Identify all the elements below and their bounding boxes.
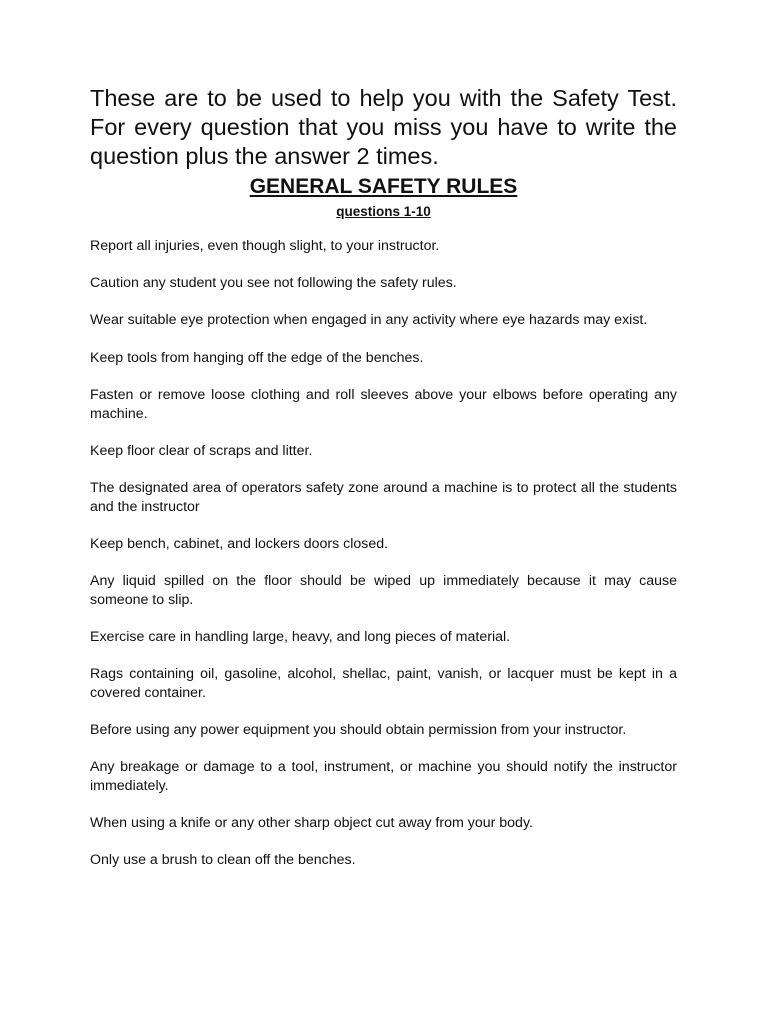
rule-item: Only use a brush to clean off the benches. xyxy=(90,852,356,869)
rule-item: When using a knife or any other sharp object cut away from your body. xyxy=(90,815,533,832)
rule-item: Keep floor clear of scraps and litter. xyxy=(90,442,313,459)
rule-item: Any liquid spilled on the floor should be wiped up immediately because it may cause someone to slip. xyxy=(90,573,677,608)
rule-item: Exercise care in handling large, heavy, and long pieces of material. xyxy=(90,628,511,645)
rule-item: Fasten or remove loose clothing and roll sleeves above your elbows before operating any machine. xyxy=(90,386,677,422)
rule-item: Caution any student you see not following the safety rules. xyxy=(90,275,457,292)
rules-list xyxy=(90,237,677,870)
page-subtitle: questions 1-10 xyxy=(336,204,431,219)
rule-item: Rags containing oil, gasoline, alcohol, shellac, paint, vanish, or lacquer must be kept in a covered container. xyxy=(90,666,677,701)
rule-item: Any breakage or damage to a tool, instrument, or machine you should notify the instructor immediately. xyxy=(90,759,677,794)
document-page xyxy=(90,84,677,889)
page-title: GENERAL SAFETY RULES xyxy=(249,175,518,198)
rule-item: The designated area of operators safety zone around a machine is to protect all the students and the instructor xyxy=(90,479,677,515)
intro-paragraph: These are to be used to help you with the Safety Test. For every question that you miss you have to write the question plus the answer 2 times. xyxy=(90,85,677,169)
rule-item: Keep tools from hanging off the edge of the benches. xyxy=(90,349,424,366)
rule-item: Wear suitable eye protection when engaged in any activity where eye hazards may exist. xyxy=(90,312,648,329)
rule-item: Keep bench, cabinet, and lockers doors closed. xyxy=(90,535,389,552)
rule-item: Before using any power equipment you should obtain permission from your instructor. xyxy=(90,722,627,739)
rule-item: Report all injuries, even though slight, to your instructor. xyxy=(90,238,440,254)
